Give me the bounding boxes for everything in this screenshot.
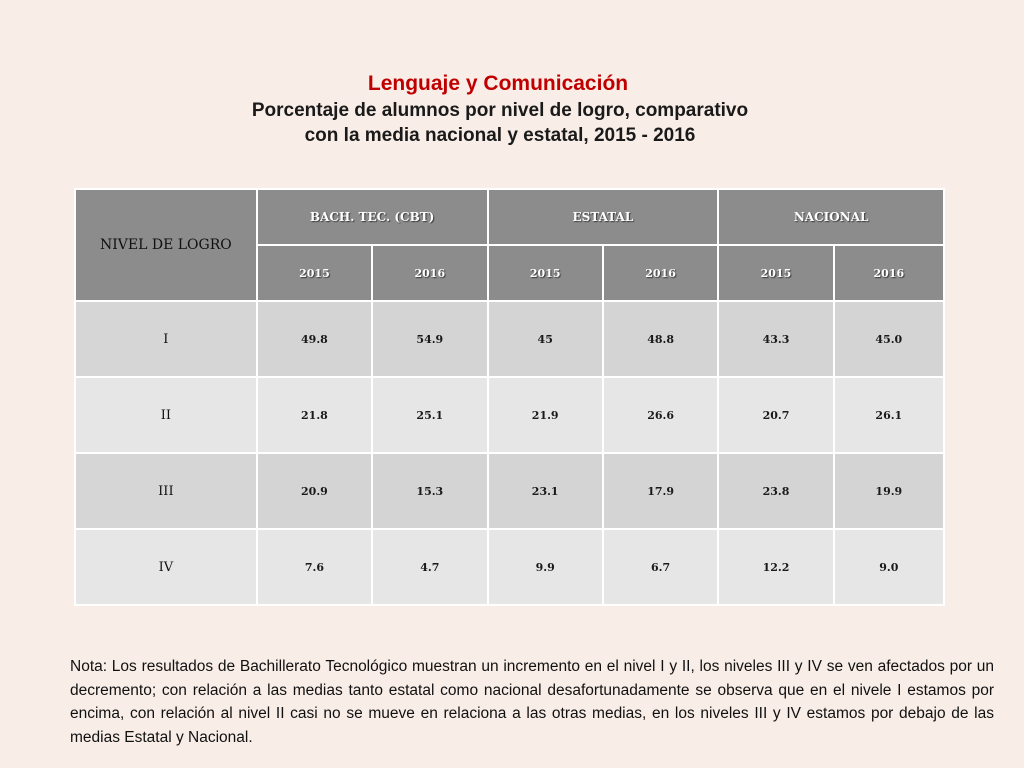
year-header: 2015 — [257, 245, 372, 301]
value-cell: 15.3 — [372, 453, 487, 529]
page-title: Lenguaje y Comunicación — [367, 72, 629, 95]
level-cell: IV — [75, 529, 257, 605]
table-row — [75, 301, 944, 377]
value-cell: 49.8 — [257, 301, 372, 377]
year-header: 2016 — [603, 245, 718, 301]
achievement-table — [74, 188, 945, 606]
group-header-nacional: NACIONAL — [718, 189, 944, 245]
table-row — [75, 377, 944, 453]
year-header: 2015 — [488, 245, 603, 301]
value-cell: 25.1 — [372, 377, 487, 453]
year-header: 2015 — [718, 245, 833, 301]
value-cell: 21.8 — [257, 377, 372, 453]
value-cell: 7.6 — [257, 529, 372, 605]
group-header-estatal: ESTATAL — [488, 189, 719, 245]
level-cell: I — [75, 301, 257, 377]
value-cell: 9.9 — [488, 529, 603, 605]
value-cell: 20.7 — [718, 377, 833, 453]
value-cell: 19.9 — [834, 453, 944, 529]
value-cell: 23.8 — [718, 453, 833, 529]
subtitle-line-2: con la media nacional y estatal, 2015 - 2016 — [304, 125, 696, 146]
corner-header: NIVEL DE LOGRO — [75, 189, 257, 301]
level-cell: III — [75, 453, 257, 529]
level-cell: II — [75, 377, 257, 453]
table-row — [75, 529, 944, 605]
value-cell: 12.2 — [718, 529, 833, 605]
value-cell: 48.8 — [603, 301, 718, 377]
value-cell: 4.7 — [372, 529, 487, 605]
table-row — [75, 453, 944, 529]
year-header: 2016 — [834, 245, 944, 301]
title-block — [0, 70, 1000, 148]
value-cell: 54.9 — [372, 301, 487, 377]
subtitle-line-1: Porcentaje de alumnos por nivel de logro, comparativo — [251, 100, 749, 121]
value-cell: 45 — [488, 301, 603, 377]
value-cell: 26.6 — [603, 377, 718, 453]
value-cell: 26.1 — [834, 377, 944, 453]
year-header: 2016 — [372, 245, 487, 301]
value-cell: 20.9 — [257, 453, 372, 529]
group-header-row — [75, 189, 944, 245]
value-cell: 45.0 — [834, 301, 944, 377]
value-cell: 17.9 — [603, 453, 718, 529]
value-cell: 43.3 — [718, 301, 833, 377]
value-cell: 21.9 — [488, 377, 603, 453]
value-cell: 23.1 — [488, 453, 603, 529]
group-header-bach: BACH. TEC. (CBT) — [257, 189, 488, 245]
value-cell: 9.0 — [834, 529, 944, 605]
note-paragraph: Nota: Los resultados de Bachillerato Tecnológico muestran un incremento en el nivel I y II, los niveles III y IV se ven afectados por un decremento; con relación a las medias tanto estatal como nacional desafortunadamente se observa que en el nivele I estamos por encima, con relación al nivel II casi no se mueve en relaciona a las otras medias, en los niveles III y IV estamos por debajo de las medias Estatal y Nacional. — [70, 658, 994, 746]
value-cell: 6.7 — [603, 529, 718, 605]
